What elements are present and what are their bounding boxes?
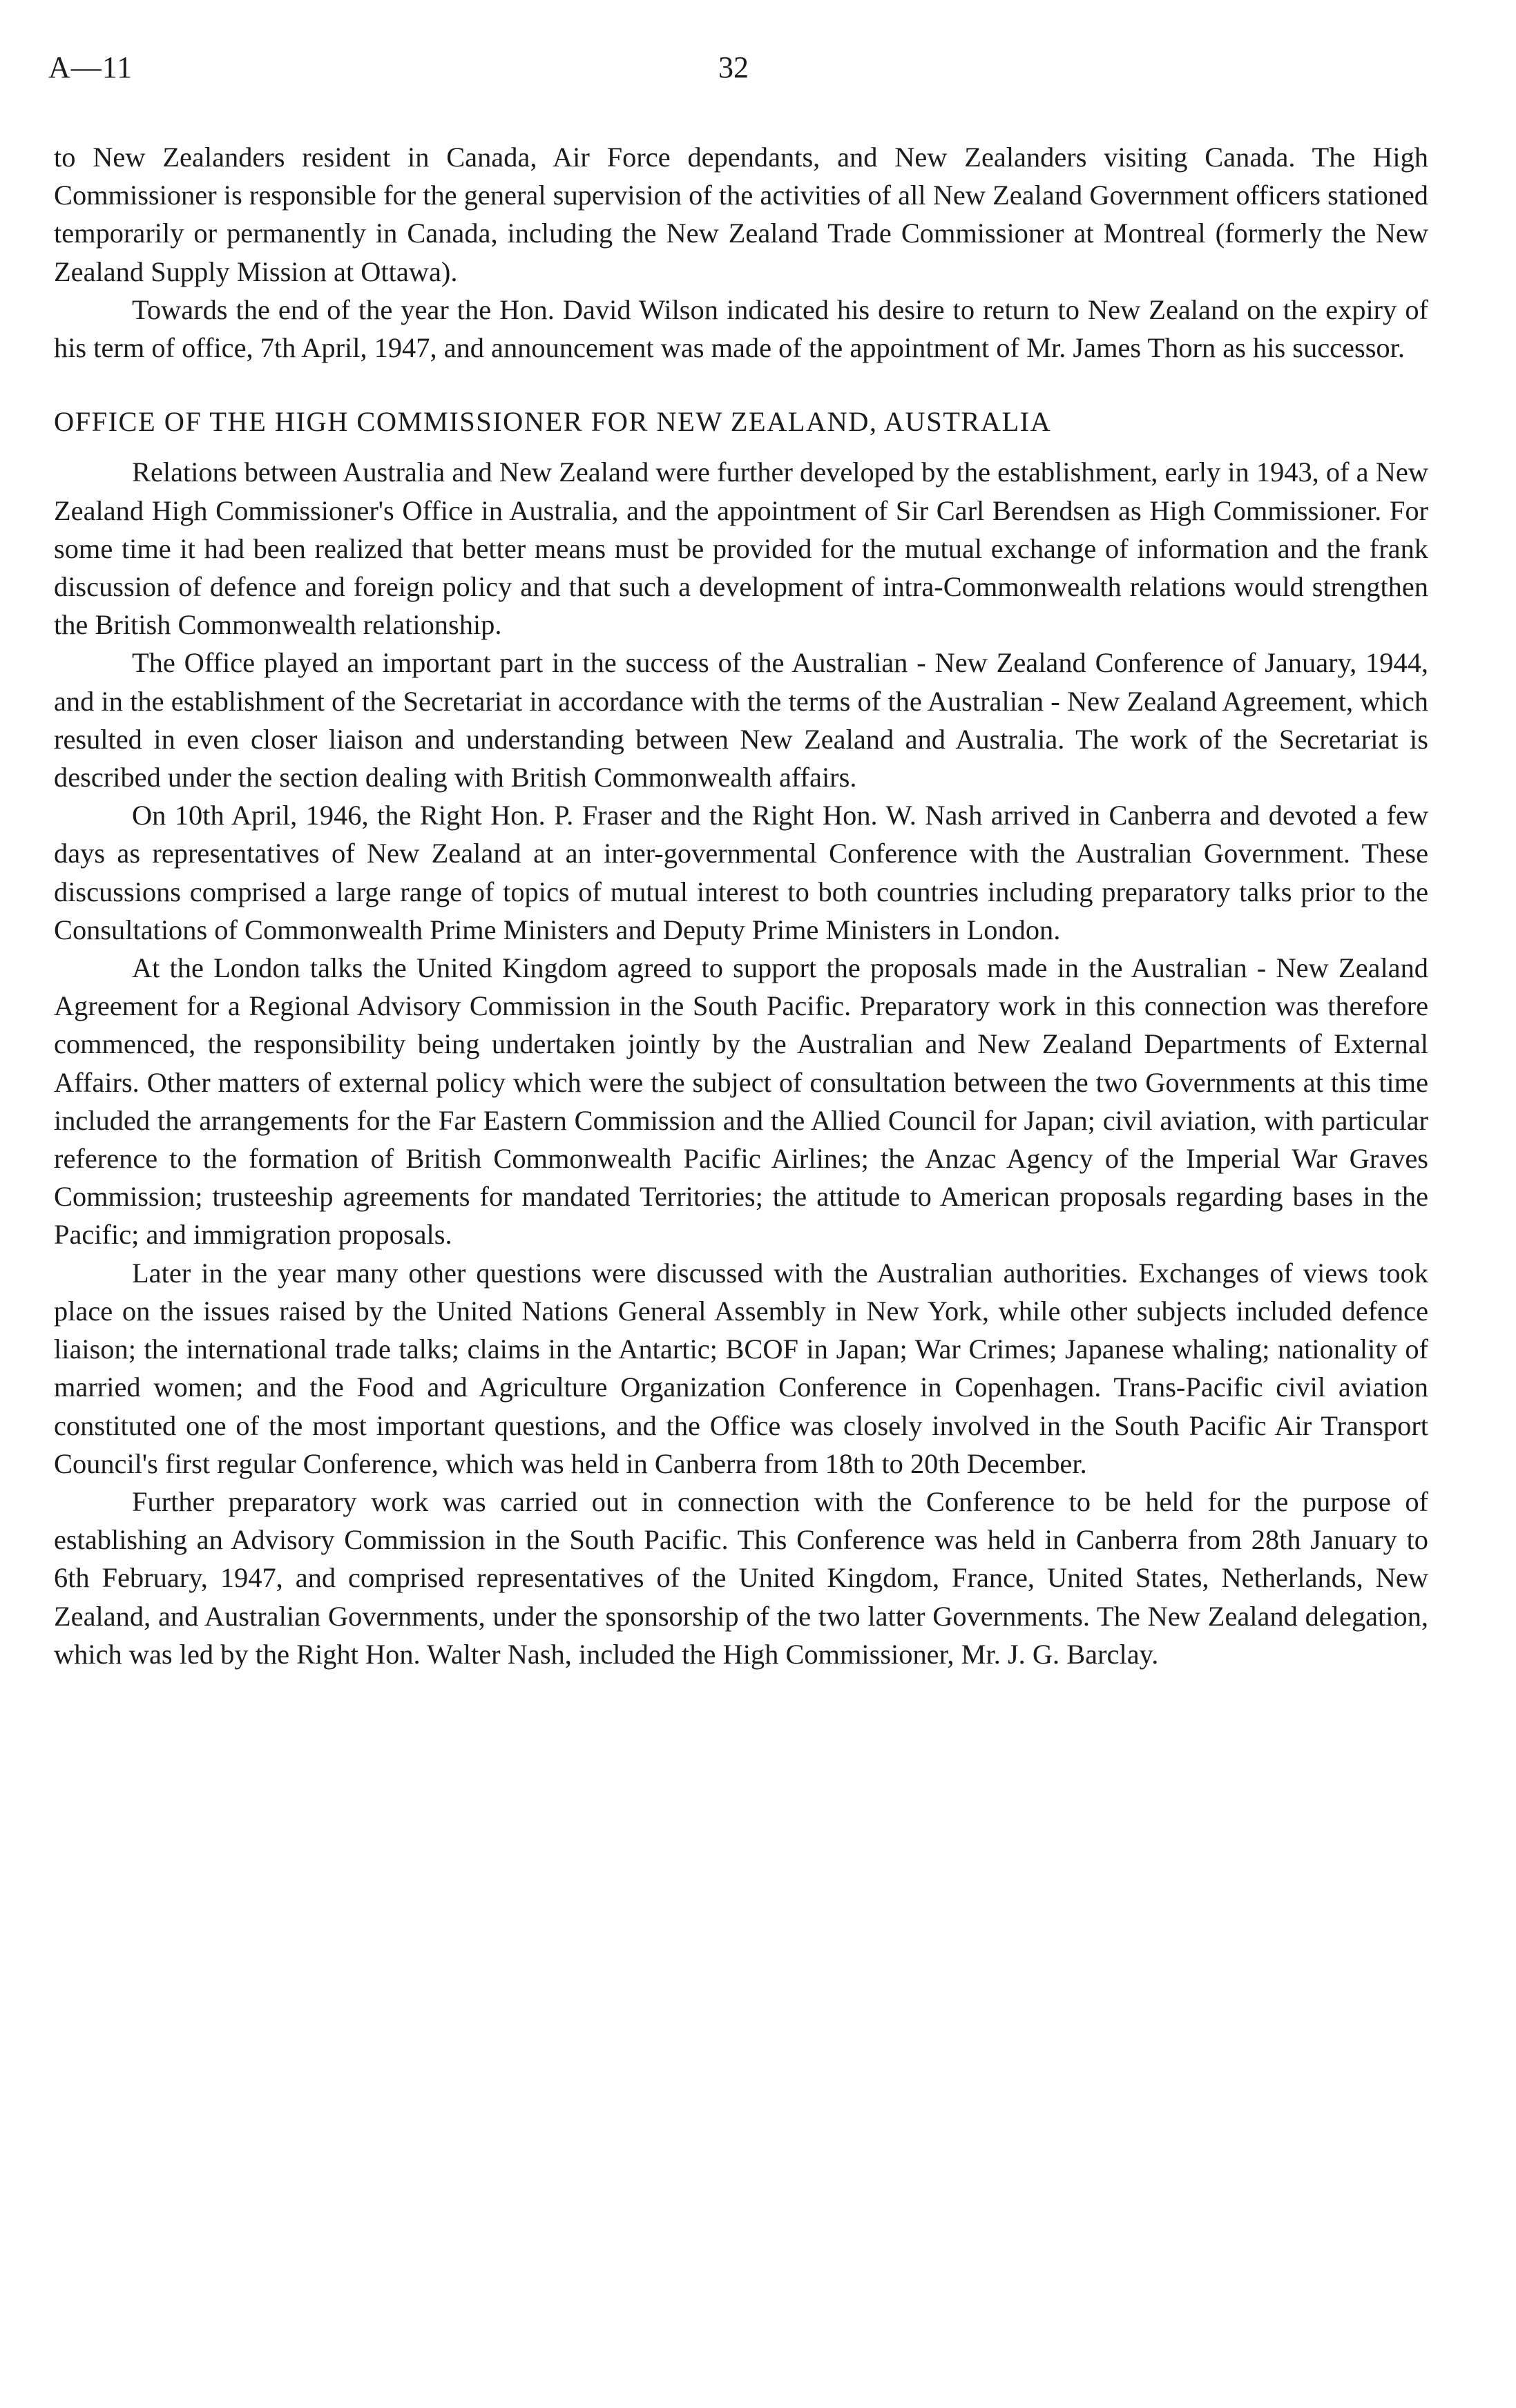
paragraph-relations: Relations between Australia and New Zealand were further developed by the establishment, early in 1943, of a New Zealand High Commissioner's Office in Australia, and the appointment of Sir Carl Berendsen as High Commissioner. For some time it had been realized that better means must be provided for the mutual exchange of information and the frank discussion of defence and foreign policy and that such a development of intra-Commonwealth relations would strengthen the British Commonwealth relationship. <box>54 456 1428 641</box>
document-reference: A—11 <box>48 50 133 84</box>
paragraph-canberra-visit: On 10th April, 1946, the Right Hon. P. Fraser and the Right Hon. W. Nash arrived in Canberra and devoted a few days as representatives of New Zealand at an inter-governmental Conference with the Australian Government. These discussions comprised a large range of topics of mutual interest to both countries including preparatory talks prior to the Consultations of Commonwealth Prime Ministers and Deputy Prime Ministers in London. <box>54 800 1428 945</box>
paragraph-office-role: The Office played an important part in the success of the Australian - New Zealand Conference of January, 1944, and in the establishment of the Secretariat in accordance with the terms of the Australian - New Zealand Agreement, which resulted in even closer liaison and understanding between New Zealand and Australia. The work of the Secretariat is described under the section dealing with British Commonwealth affairs. <box>54 647 1428 793</box>
paragraph-advisory-commission: Further preparatory work was carried out in connection with the Conference to be held for the purpose of establishing an Advisory Commission in the South Pacific. This Conference was held in Canberra from 28th January to 6th February, 1947, and comprised representatives of the United Kingdom, France, United States, Netherlands, New Zealand, and Australian Governments, under the sponsorship of the two latter Governments. The New Zealand delegation, which was led by the Right Hon. Walter Nash, included the High Commissioner, Mr. J. G. Barclay. <box>54 1485 1428 1670</box>
body-text <box>54 138 1428 1673</box>
paragraph-london-talks: At the London talks the United Kingdom agreed to support the proposals made in the Australian - New Zealand Agreement for a Regional Advisory Commission in the South Pacific. Preparatory work in this connection was therefore commenced, the responsibility being undertaken jointly by the Australian and New Zealand Departments of External Affairs. Other matters of external policy which were the subject of consultation between the two Governments at this time included the arrangements for the Far Eastern Commission and the Allied Council for Japan; civil aviation, with particular reference to the formation of British Commonwealth Pacific Airlines; the Anzac Agency of the Imperial War Graves Commission; trusteeship agreements for mandated Territories; the attitude to American proposals regarding bases in the Pacific; and immigration proposals. <box>54 952 1428 1251</box>
paragraph-successor: Towards the end of the year the Hon. David Wilson indicated his desire to return to New Zealand on the expiry of his term of office, 7th April, 1947, and announcement was made of the appointment of Mr. James Thorn as his successor. <box>54 293 1428 364</box>
section-heading: OFFICE OF THE HIGH COMMISSIONER FOR NEW ZEALAND, AUSTRALIA <box>54 406 1052 438</box>
page-header <box>48 50 1437 98</box>
paragraph-continued: to New Zealanders resident in Canada, Air Force dependants, and New Zealanders visiting Canada. The High Commissioner is responsible for the general supervision of the activities of all New Zealand Government officers stationed temporarily or permanently in Canada, including the New Zealand Trade Commissioner at Montreal (formerly the New Zealand Supply Mission at Ottawa). <box>54 142 1428 287</box>
page-number: 32 <box>718 50 749 84</box>
paragraph-later-questions: Later in the year many other questions were discussed with the Australian authorities. Exchanges of views took place on the issues raised by the United Nations General Assembly in New York, while other subjects included defence liaison; the international trade talks; claims in the Antartic; BCOF in Japan; War Crimes; Japanese whaling; nationality of married women; and the Food and Agriculture Organization Conference in Copenhagen. Trans-Pacific civil aviation constituted one of the most important questions, and the Office was closely involved in the South Pacific Air Transport Council's first regular Conference, which was held in Canberra from 18th to 20th December. <box>54 1257 1428 1479</box>
